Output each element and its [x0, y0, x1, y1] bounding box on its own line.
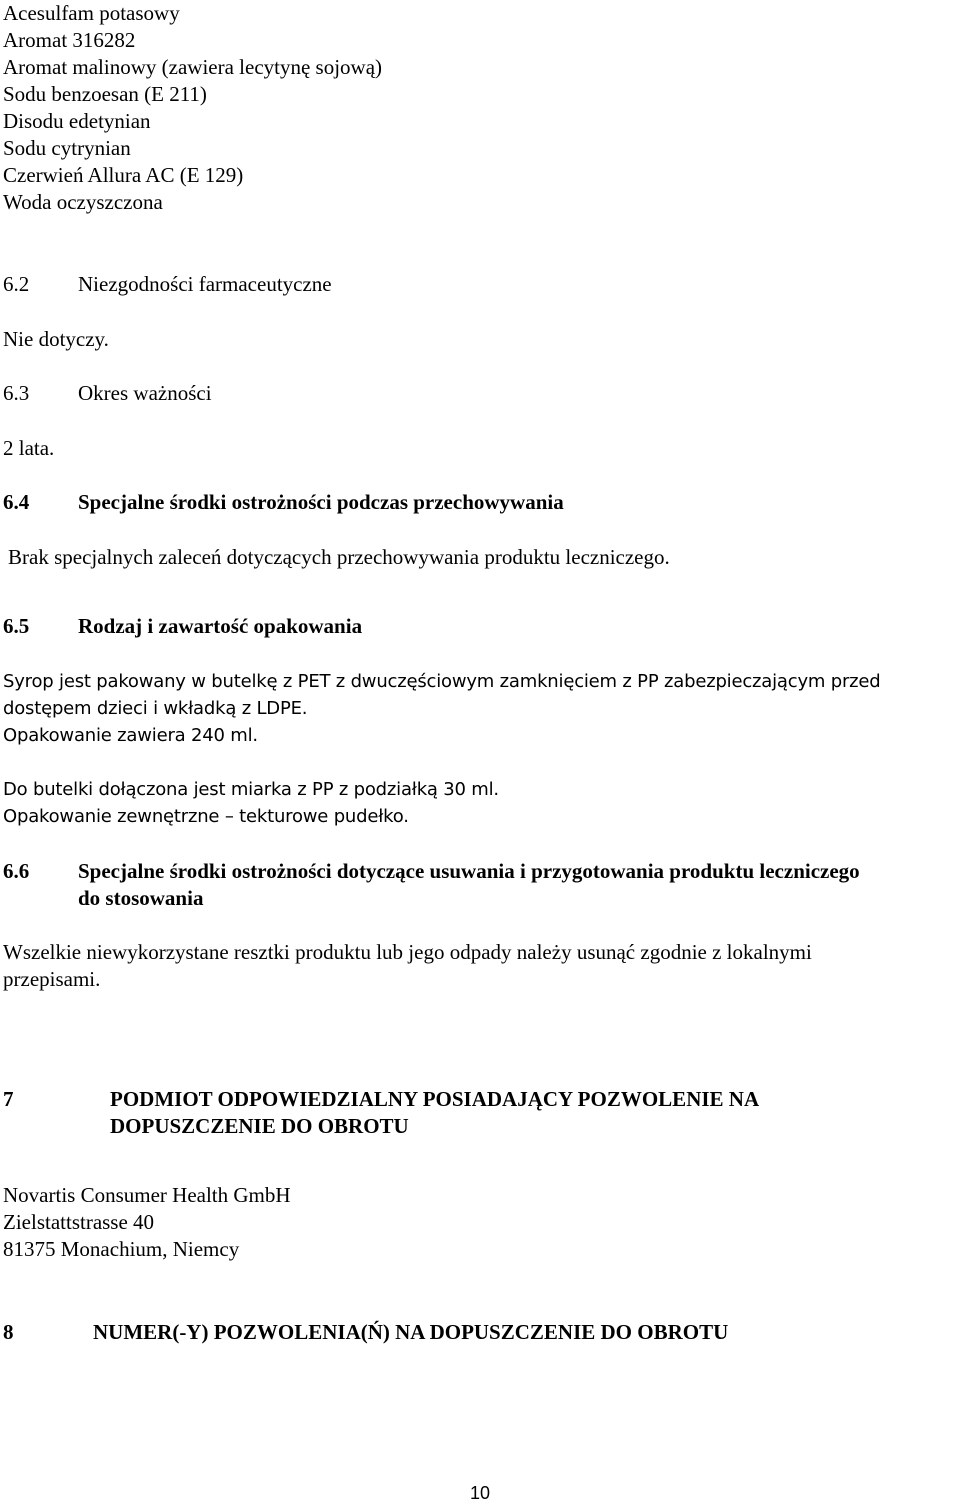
body-line: Opakowanie zewnętrzne – tekturowe pudełko. [3, 806, 409, 827]
page-number: 10 [470, 1483, 491, 1503]
ingredient-item: Aromat malinowy (zawiera lecytynę sojową) [3, 55, 383, 79]
section-number: 6.2 [3, 272, 30, 296]
body-line: Syrop jest pakowany w butelkę z PET z dwuczęściowym zamknięciem z PP zabezpieczającym przed [3, 671, 881, 692]
ingredient-item: Woda oczyszczona [3, 190, 163, 214]
section-number: 6.4 [3, 490, 30, 514]
section-6-6-body [3, 939, 812, 993]
section-6-4-heading [3, 489, 903, 516]
body-line: dostępem dzieci i wkładką z LDPE. [3, 698, 308, 719]
section-number: 6.6 [3, 859, 30, 883]
section-number: 7 [3, 1087, 14, 1111]
section-6-5-body [3, 668, 881, 749]
section-8-heading [3, 1319, 903, 1346]
company-address [3, 1182, 291, 1263]
ingredient-item: Sodu cytrynian [3, 136, 131, 160]
ingredient-item: Sodu benzoesan (E 211) [3, 82, 207, 106]
ingredient-item: Aromat 316282 [3, 28, 136, 52]
address-line: Zielstattstrasse 40 [3, 1210, 155, 1234]
section-number: 8 [3, 1320, 14, 1344]
address-line: Novartis Consumer Health GmbH [3, 1183, 291, 1207]
section-6-4-body: Brak specjalnych zaleceń dotyczących przechowywania produktu leczniczego. [8, 545, 670, 569]
ingredient-list [3, 0, 382, 216]
section-6-2-heading [3, 271, 903, 298]
body-line: Wszelkie niewykorzystane resztki produktu lub jego odpady należy usunąć zgodnie z lokalnymi [3, 940, 812, 964]
section-6-6-heading [3, 858, 958, 912]
section-title: Okres ważności [78, 381, 212, 405]
section-6-3-body: 2 lata. [3, 436, 55, 460]
ingredient-item: Disodu edetynian [3, 109, 151, 133]
section-title-line: Specjalne środki ostrożności dotyczące usuwania i przygotowania produktu leczniczego [78, 859, 860, 883]
section-title: Niezgodności farmaceutyczne [78, 272, 332, 296]
body-line: przepisami. [3, 967, 101, 991]
ingredient-item: Acesulfam potasowy [3, 1, 180, 25]
ingredient-item: Czerwień Allura AC (E 129) [3, 163, 244, 187]
section-title-line: do stosowania [78, 886, 204, 910]
section-title: NUMER(-Y) POZWOLENIA(Ń) NA DOPUSZCZENIE DO OBROTU [93, 1320, 729, 1344]
section-6-5-heading [3, 613, 903, 640]
address-line: 81375 Monachium, Niemcy [3, 1237, 240, 1261]
section-number: 6.3 [3, 381, 30, 405]
section-title-line: PODMIOT ODPOWIEDZIALNY POSIADAJĄCY POZWOLENIE NA [110, 1087, 760, 1111]
section-title-line: DOPUSZCZENIE DO OBROTU [110, 1114, 409, 1138]
section-title: Rodzaj i zawartość opakowania [78, 614, 363, 638]
body-line: Do butelki dołączona jest miarka z PP z podziałką 30 ml. [3, 779, 499, 800]
section-6-5-body-2 [3, 776, 499, 830]
section-number: 6.5 [3, 614, 30, 638]
section-6-3-heading [3, 380, 903, 407]
body-line: Opakowanie zawiera 240 ml. [3, 725, 258, 746]
section-6-2-body: Nie dotyczy. [3, 327, 109, 351]
section-title: Specjalne środki ostrożności podczas przechowywania [78, 490, 564, 514]
section-7-heading [3, 1086, 903, 1140]
